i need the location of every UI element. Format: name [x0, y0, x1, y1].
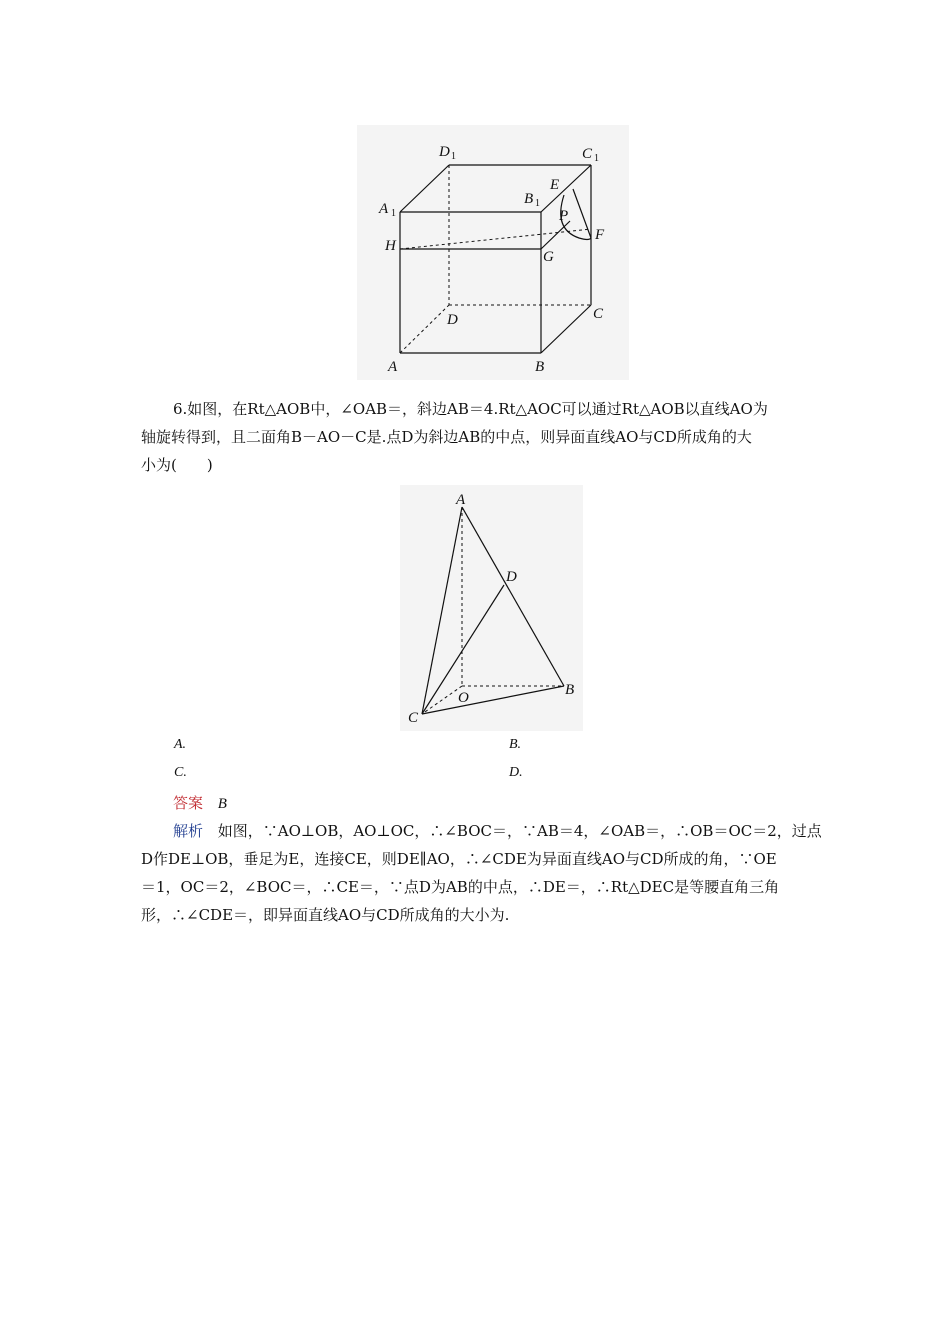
option-a[interactable]: A. — [174, 737, 187, 752]
label-a: A — [456, 492, 466, 508]
hidden-line-hf — [400, 229, 591, 249]
cube-diagram — [357, 125, 629, 380]
question-line-2: 轴旋转得到，且二面角B－AO－C是.点D为斜边AB的中点，则异面直线AO与CD所成角的大 — [141, 428, 752, 446]
edge-bc — [541, 305, 591, 353]
label-d1: D — [439, 144, 450, 160]
cube-figure — [357, 125, 629, 380]
option-d[interactable]: D. — [509, 765, 523, 780]
analysis-line-4: 形，∴∠CDE＝，即异面直线AO与CD所成角的大小为. — [141, 906, 510, 924]
analysis-line-2: D作DE⊥OB，垂足为E，连接CE，则DE∥AO，∴∠CDE为异面直线AO与CD所成的角，∵OE — [141, 850, 777, 868]
line-g-arc — [541, 221, 570, 249]
label-d: D — [506, 569, 517, 585]
label-g: G — [543, 249, 554, 265]
edge-cb — [422, 686, 564, 714]
label-f: F — [595, 227, 605, 243]
option-c[interactable]: C. — [174, 765, 187, 780]
label-b: B — [535, 359, 545, 375]
edge-b1c1 — [541, 165, 591, 212]
label-b1-sub: 1 — [535, 198, 540, 209]
label-c: C — [408, 710, 419, 726]
label-a: A — [388, 359, 398, 375]
question-line-3: 小为( ) — [141, 456, 213, 474]
question-line-1: 6.如图，在Rt△AOB中，∠OAB＝，斜边AB＝4.Rt△AOC可以通过Rt△AOB以直线AO为 — [173, 400, 768, 418]
answer-label: 答案 — [173, 794, 204, 812]
label-h: H — [385, 238, 396, 254]
answer-line — [141, 789, 813, 818]
label-e: E — [550, 177, 560, 193]
label-c: C — [593, 306, 604, 322]
edge-ab — [462, 507, 564, 686]
analysis-line-3: ＝1，OC＝2，∠BOC＝，∴CE＝，∵点D为AB的中点，∴DE＝，∴Rt△DEC是等腰直角三角 — [141, 878, 780, 896]
label-c1-sub: 1 — [594, 153, 599, 164]
tetrahedron-diagram — [400, 485, 583, 731]
option-b[interactable]: B. — [509, 737, 522, 752]
label-a1-sub: 1 — [391, 208, 396, 219]
label-d1-sub: 1 — [451, 151, 456, 162]
label-p: P — [559, 208, 569, 224]
label-c1: C — [582, 146, 593, 162]
analysis-text — [141, 817, 822, 929]
analysis-line-1: 如图，∵AO⊥OB，AO⊥OC，∴∠BOC＝，∵AB＝4，∠OAB＝，∴OB＝OC＝2，过点 — [217, 822, 822, 840]
label-d: D — [447, 312, 458, 328]
label-a1: A — [379, 201, 389, 217]
label-b1: B — [524, 191, 534, 207]
hidden-edge-ad — [400, 305, 449, 353]
tetrahedron-figure — [400, 485, 583, 731]
edge-a1d1 — [400, 165, 449, 212]
answer-value: B — [217, 796, 227, 812]
analysis-label: 解析 — [173, 822, 204, 840]
label-o: O — [458, 690, 469, 706]
label-b: B — [565, 682, 575, 698]
question-text — [141, 395, 813, 479]
